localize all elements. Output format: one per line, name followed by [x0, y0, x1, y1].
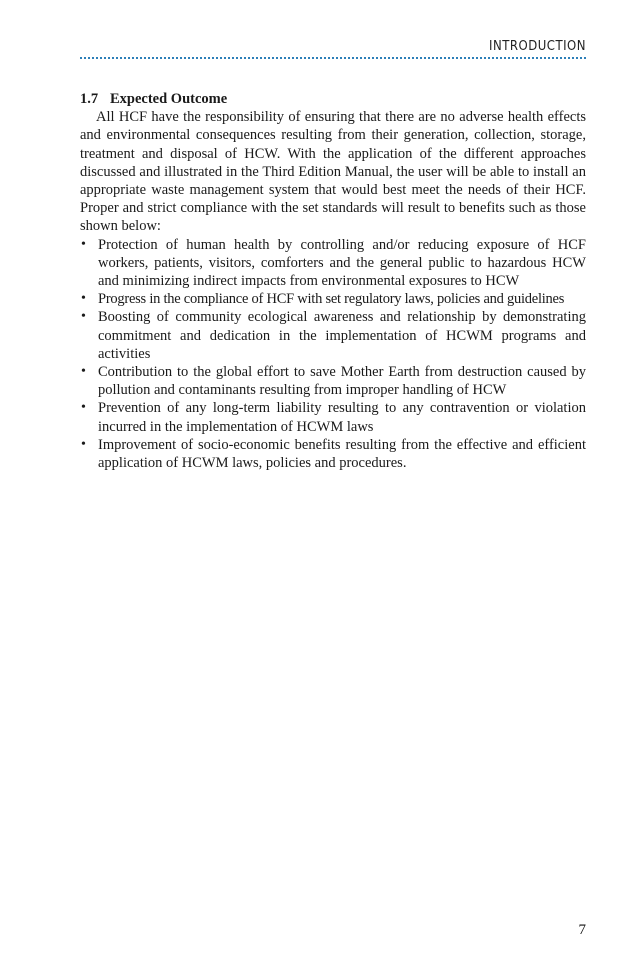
- section-heading: [80, 90, 586, 108]
- bullet-dot-icon: •: [81, 364, 86, 380]
- list-item-text: Prevention of any long-term liability resulting to any contravention or violation incurred in the implementation of HCWM laws: [98, 400, 586, 435]
- page-number: 7: [578, 922, 586, 938]
- bullet-dot-icon: •: [81, 291, 86, 307]
- list-item: [80, 399, 586, 435]
- list-item-text: Progress in the compliance of HCF with set regulatory laws, policies and guidelines: [98, 291, 565, 308]
- section-number: 1.7: [80, 91, 99, 107]
- list-item: [80, 436, 586, 472]
- running-header: INTRODUCTION: [489, 39, 586, 54]
- page-body: [80, 90, 586, 472]
- section-title: Expected Outcome: [110, 91, 228, 107]
- list-item: [80, 236, 586, 291]
- list-item-text: Boosting of community ecological awareness and relationship by demonstrating commitment and dedication in the implementation of HCWM programs and activities: [98, 309, 586, 362]
- bullet-dot-icon: •: [81, 236, 86, 252]
- benefits-list: [80, 236, 586, 473]
- list-item-text: Protection of human health by controlling and/or reducing exposure of HCF workers, patients, visitors, comforters and the general public to hazardous HCW and minimizing indirect impacts from environmental exposures to HCW: [98, 236, 586, 290]
- intro-paragraph: All HCF have the responsibility of ensuring that there are no adverse health effects and environmental consequences resulting from their generation, collection, storage, treatment and disposal of HCW. With the application of the different approaches discussed and illustrated in the Third Edition Manual, the user will be able to install an appropriate waste management system that would best meet the needs of their HCF. Proper and strict compliance with the set standards will result to benefits such as those shown below:: [80, 109, 586, 235]
- header-divider: [80, 57, 586, 59]
- bullet-dot-icon: •: [81, 309, 86, 325]
- list-item: [80, 290, 586, 308]
- list-item: [80, 308, 586, 363]
- list-item: [80, 363, 586, 399]
- bullet-dot-icon: •: [81, 436, 86, 452]
- bullet-dot-icon: •: [81, 400, 86, 416]
- list-item-text: Contribution to the global effort to save Mother Earth from destruction caused by pollution and contaminants resulting from improper handling of HCW: [98, 364, 586, 399]
- list-item-text: Improvement of socio-economic benefits resulting from the effective and efficient application of HCWM laws, policies and procedures.: [98, 436, 586, 472]
